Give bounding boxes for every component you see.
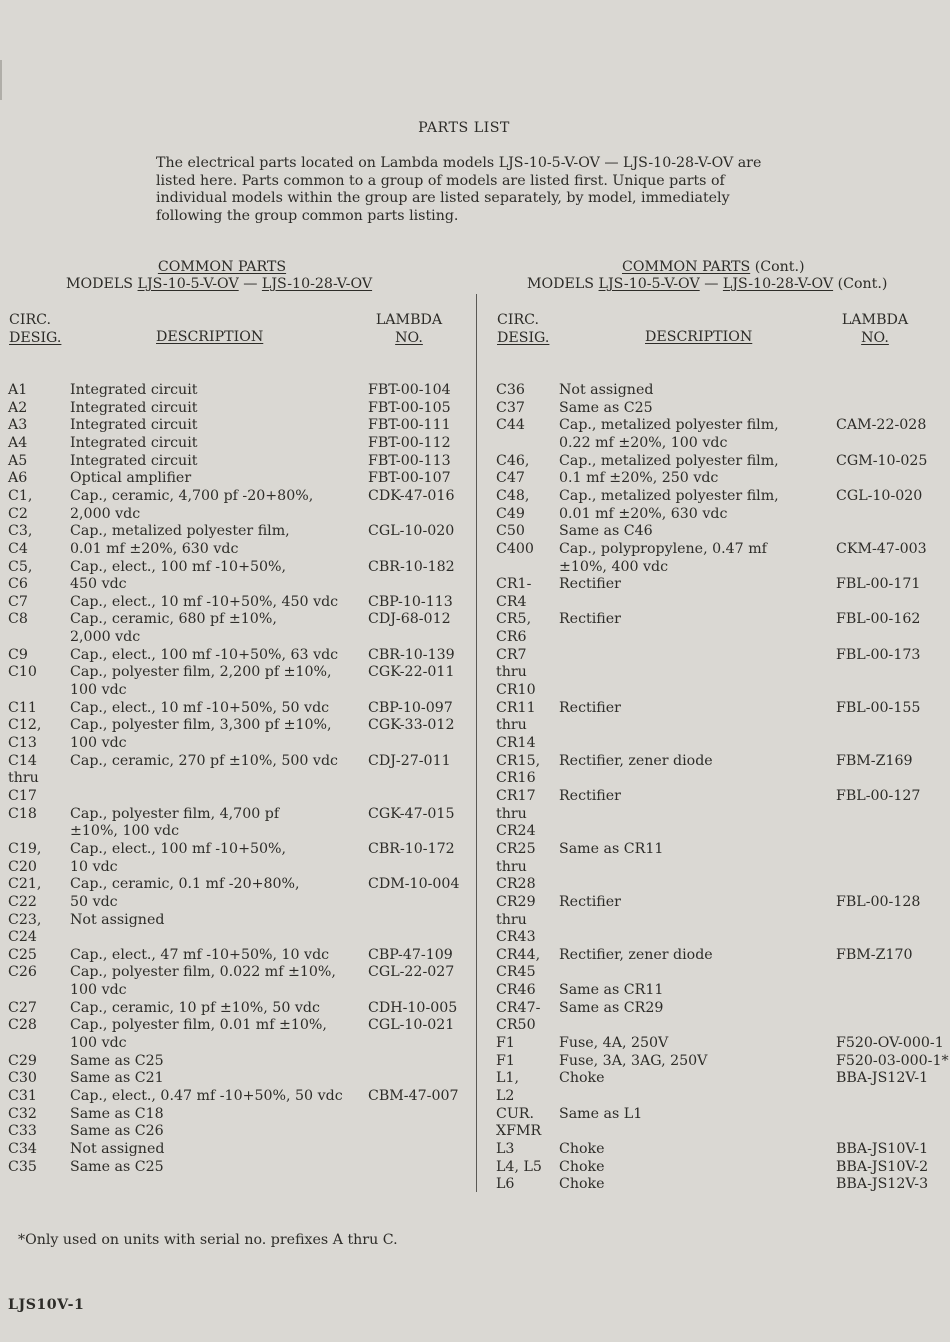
description-cell: Not assigned bbox=[70, 1140, 165, 1157]
right-col-description: DESCRIPTION bbox=[645, 329, 753, 345]
lambda-no-cell: CKM-47-003 bbox=[836, 540, 927, 557]
circ-desig-cell: A5 bbox=[8, 452, 28, 469]
lambda-no-cell: FBL-00-127 bbox=[836, 787, 921, 804]
description-cell: Cap., elect., 0.47 mf -10+50%, 50 vdc bbox=[70, 1088, 343, 1104]
circ-desig-cell: C31 bbox=[8, 1088, 37, 1104]
description-cell: Same as C25 bbox=[70, 1052, 164, 1069]
circ-desig-cell: F1 bbox=[496, 1035, 515, 1052]
lambda-no-cell: CDK-47-016 bbox=[368, 487, 455, 504]
table-row bbox=[0, 823, 950, 841]
description-cell: Choke bbox=[559, 1158, 605, 1175]
description-cell: Cap., elect., 100 mf -10+50%, bbox=[70, 558, 287, 575]
description-cell: Cap., metalized polyester film, bbox=[70, 523, 290, 540]
lambda-no-cell: CBP-10-097 bbox=[368, 699, 453, 716]
circ-desig-cell: C34 bbox=[8, 1140, 37, 1157]
lambda-no-cell: BBA-JS12V-1 bbox=[836, 1070, 929, 1087]
lambda-no-cell: CGL-10-020 bbox=[368, 523, 455, 540]
circ-label: CIRC. bbox=[9, 312, 52, 328]
circ-desig-cell: L1, bbox=[496, 1070, 519, 1087]
description-cell: Cap., elect., 10 mf -10+50%, 450 vdc bbox=[70, 593, 339, 610]
description-cell: Not assigned bbox=[559, 382, 654, 398]
description-cell: 2,000 vdc bbox=[70, 629, 141, 646]
table-row bbox=[0, 912, 950, 930]
circ-desig-cell: thru bbox=[496, 664, 527, 681]
lambda-no-cell: FBM-Z169 bbox=[836, 752, 913, 769]
circ-desig-cell: CR7 bbox=[496, 646, 527, 663]
table-row bbox=[0, 876, 950, 894]
lambda-no-cell: FBT-00-113 bbox=[368, 452, 451, 469]
circ-desig-cell: C36 bbox=[496, 382, 525, 398]
table-row bbox=[0, 841, 950, 859]
table-row bbox=[0, 770, 950, 788]
lambda-no-cell: FBT-00-105 bbox=[368, 399, 451, 416]
table-row bbox=[0, 506, 950, 524]
circ-desig-cell: thru bbox=[496, 858, 527, 875]
table-row bbox=[0, 1088, 950, 1106]
circ-desig-cell: C4 bbox=[8, 540, 28, 557]
lambda-no-cell: CGK-47-015 bbox=[368, 805, 455, 822]
description-cell: Fuse, 3A, 3AG, 250V bbox=[559, 1052, 708, 1069]
circ-desig-cell: L6 bbox=[496, 1176, 515, 1193]
description-cell: Not assigned bbox=[70, 911, 165, 928]
description-cell: Cap., polyester film, 0.022 mf ±10%, bbox=[70, 964, 336, 981]
table-row bbox=[0, 753, 950, 771]
table-row bbox=[0, 382, 950, 400]
right-section-cont: (Cont.) bbox=[750, 259, 805, 275]
circ-desig-cell: C11 bbox=[8, 699, 37, 716]
circ-desig-cell: C26 bbox=[8, 964, 37, 981]
description-cell: Integrated circuit bbox=[70, 434, 198, 451]
description-cell: 0.22 mf ±20%, 100 vdc bbox=[559, 434, 728, 451]
circ-desig-cell: C21, bbox=[8, 876, 42, 893]
circ-desig-cell: A2 bbox=[8, 399, 28, 416]
table-row bbox=[0, 417, 950, 435]
lambda-no-cell: FBM-Z170 bbox=[836, 946, 913, 963]
description-cell: Cap., polyester film, 2,200 pf ±10%, bbox=[70, 664, 332, 681]
table-row bbox=[0, 717, 950, 735]
description-cell: Same as C25 bbox=[70, 1158, 164, 1175]
lambda-no-cell: CDJ-27-011 bbox=[368, 752, 451, 769]
table-row bbox=[0, 1106, 950, 1124]
no-label: NO. bbox=[395, 329, 423, 346]
description-cell: Cap., ceramic, 270 pf ±10%, 500 vdc bbox=[70, 752, 338, 769]
description-cell: Choke bbox=[559, 1070, 605, 1087]
model-dash: — bbox=[238, 276, 262, 292]
description-cell: Cap., metalized polyester film, bbox=[559, 417, 779, 434]
description-cell: Same as C25 bbox=[559, 399, 653, 416]
table-row bbox=[0, 664, 950, 682]
table-row bbox=[0, 947, 950, 965]
circ-desig-cell: C3, bbox=[8, 523, 33, 540]
circ-desig-cell: C22 bbox=[8, 893, 37, 910]
lambda-no-cell: CDJ-68-012 bbox=[368, 611, 451, 628]
table-row bbox=[0, 629, 950, 647]
circ-desig-cell: C400 bbox=[496, 540, 534, 557]
table-row bbox=[0, 559, 950, 577]
description-cell: Cap., metalized polyester film, bbox=[559, 452, 779, 469]
table-row bbox=[0, 453, 950, 471]
circ-desig-cell: C18 bbox=[8, 805, 37, 822]
description-cell: Rectifier bbox=[559, 787, 621, 804]
circ-desig-cell: C2 bbox=[8, 505, 28, 522]
lambda-no-cell: FBL-00-155 bbox=[836, 699, 921, 716]
footnote: *Only used on units with serial no. prefixes A thru C. bbox=[18, 1232, 398, 1248]
description-cell: 100 vdc bbox=[70, 682, 127, 699]
lambda-no-cell: BBA-JS10V-1 bbox=[836, 1140, 929, 1157]
description-cell: 100 vdc bbox=[70, 735, 127, 751]
table-row bbox=[0, 964, 950, 982]
lambda-no-cell: F520-OV-000-1 bbox=[836, 1035, 944, 1052]
circ-desig-cell: thru bbox=[8, 770, 39, 787]
lambda-no-cell: CGL-10-021 bbox=[368, 1017, 455, 1034]
lambda-no-cell: BBA-JS10V-2 bbox=[836, 1158, 929, 1175]
lambda-no-cell: CBM-47-007 bbox=[368, 1088, 459, 1104]
table-row bbox=[0, 1141, 950, 1159]
circ-desig-cell: CR1- bbox=[496, 576, 532, 593]
description-cell: Cap., ceramic, 680 pf ±10%, bbox=[70, 611, 277, 628]
circ-desig-cell: CR24 bbox=[496, 823, 536, 840]
models-cont: (Cont.) bbox=[833, 276, 888, 292]
table-row bbox=[0, 700, 950, 718]
circ-desig-cell: C35 bbox=[8, 1158, 37, 1175]
description-cell: 450 vdc bbox=[70, 576, 127, 593]
lambda-no-cell: BBA-JS12V-3 bbox=[836, 1176, 929, 1193]
model-a: LJS-10-5-V-OV bbox=[137, 276, 239, 292]
description-cell: 2,000 vdc bbox=[70, 505, 141, 522]
left-col-description: DESCRIPTION bbox=[156, 329, 264, 345]
table-row bbox=[0, 859, 950, 877]
table-row bbox=[0, 1176, 950, 1194]
circ-desig-cell: C37 bbox=[496, 399, 525, 416]
circ-desig-cell: C49 bbox=[496, 505, 525, 522]
circ-desig-cell: CR5, bbox=[496, 611, 532, 628]
lambda-no-cell: CBR-10-182 bbox=[368, 558, 455, 575]
circ-desig-cell: C23, bbox=[8, 911, 42, 928]
description-cell: Integrated circuit bbox=[70, 382, 198, 398]
circ-desig-cell: CR25 bbox=[496, 840, 536, 857]
circ-desig-cell: C9 bbox=[8, 646, 28, 663]
table-row bbox=[0, 894, 950, 912]
lambda-no-cell: CBP-47-109 bbox=[368, 946, 453, 963]
description-cell: Cap., elect., 10 mf -10+50%, 50 vdc bbox=[70, 699, 330, 716]
description-cell: Optical amplifier bbox=[70, 470, 192, 487]
table-row bbox=[0, 1070, 950, 1088]
table-row bbox=[0, 1123, 950, 1141]
left-section-title: COMMON PARTS bbox=[157, 259, 287, 275]
circ-desig-cell: C30 bbox=[8, 1070, 37, 1087]
circ-desig-cell: C28 bbox=[8, 1017, 37, 1034]
circ-desig-cell: C10 bbox=[8, 664, 37, 681]
intro-line: individual models within the group are listed separately, by model, immediately bbox=[156, 190, 730, 207]
description-cell: Cap., elect., 100 mf -10+50%, bbox=[70, 840, 287, 857]
desig-label: DESIG. bbox=[497, 329, 550, 346]
description-cell: Rectifier, zener diode bbox=[559, 752, 713, 769]
description-cell: Same as CR11 bbox=[559, 840, 664, 857]
right-section-title: COMMON PARTS bbox=[622, 259, 751, 275]
table-row bbox=[0, 1017, 950, 1035]
circ-desig-cell: A3 bbox=[8, 417, 28, 434]
circ-desig-cell: C17 bbox=[8, 787, 37, 804]
circ-desig-cell: C14 bbox=[8, 752, 37, 769]
lambda-no-cell: FBT-00-111 bbox=[368, 417, 451, 434]
circ-label: CIRC. bbox=[497, 312, 540, 328]
description-cell: Same as C21 bbox=[70, 1070, 164, 1087]
lambda-no-cell: FBL-00-128 bbox=[836, 893, 921, 910]
circ-desig-cell: C27 bbox=[8, 999, 37, 1016]
lambda-no-cell: FBT-00-104 bbox=[368, 382, 451, 398]
lambda-no-cell: CGM-10-025 bbox=[836, 452, 928, 469]
description-cell: Cap., polyester film, 3,300 pf ±10%, bbox=[70, 717, 332, 734]
table-row bbox=[0, 523, 950, 541]
description-cell: Fuse, 4A, 250V bbox=[559, 1035, 669, 1052]
table-row bbox=[0, 576, 950, 594]
circ-desig-cell: L4, L5 bbox=[496, 1158, 542, 1175]
table-row bbox=[0, 470, 950, 488]
circ-desig-cell: C12, bbox=[8, 717, 42, 734]
lambda-no-cell: FBT-00-107 bbox=[368, 470, 451, 487]
circ-desig-cell: CR15, bbox=[496, 752, 541, 769]
circ-desig-cell: thru bbox=[496, 717, 527, 734]
description-cell: Cap., polyester film, 4,700 pf bbox=[70, 805, 280, 822]
lambda-no-cell: F520-03-000-1* bbox=[836, 1052, 949, 1069]
circ-desig-cell: A1 bbox=[8, 382, 28, 398]
circ-desig-cell: CR50 bbox=[496, 1017, 536, 1034]
lambda-label: LAMBDA bbox=[375, 312, 443, 328]
circ-desig-cell: CR4 bbox=[496, 593, 527, 610]
description-cell: Cap., ceramic, 0.1 mf -20+80%, bbox=[70, 876, 300, 893]
description-cell: Cap., polypropylene, 0.47 mf bbox=[559, 540, 767, 557]
description-cell: Cap., elect., 100 mf -10+50%, 63 vdc bbox=[70, 646, 339, 663]
circ-desig-cell: CR17 bbox=[496, 787, 536, 804]
table-row bbox=[0, 1159, 950, 1177]
description-cell: ±10%, 100 vdc bbox=[70, 823, 180, 840]
lambda-no-cell: CGK-33-012 bbox=[368, 717, 455, 734]
description-cell: Rectifier bbox=[559, 699, 621, 716]
models-prefix: MODELS bbox=[527, 276, 599, 292]
circ-desig-cell: C46, bbox=[496, 452, 530, 469]
circ-desig-cell: C44 bbox=[496, 417, 525, 434]
circ-desig-cell: C1, bbox=[8, 487, 33, 504]
page-code: LJS10V-1 bbox=[8, 1297, 85, 1313]
description-cell: 100 vdc bbox=[70, 1035, 127, 1052]
desig-label: DESIG. bbox=[9, 329, 62, 346]
circ-desig-cell: C24 bbox=[8, 929, 37, 946]
description-cell: 100 vdc bbox=[70, 982, 127, 999]
lambda-no-cell: CBR-10-172 bbox=[368, 840, 455, 857]
circ-desig-cell: CR11 bbox=[496, 699, 536, 716]
circ-desig-cell: CR43 bbox=[496, 929, 536, 946]
table-row bbox=[0, 929, 950, 947]
description-cell: Cap., polyester film, 0.01 mf ±10%, bbox=[70, 1017, 327, 1034]
circ-desig-cell: C13 bbox=[8, 735, 37, 751]
model-b: LJS-10-28-V-OV bbox=[722, 276, 834, 292]
circ-desig-cell: thru bbox=[496, 911, 527, 928]
lambda-no-cell: CDM-10-004 bbox=[368, 876, 460, 893]
lambda-label: LAMBDA bbox=[841, 312, 909, 328]
circ-desig-cell: thru bbox=[496, 805, 527, 822]
no-label: NO. bbox=[861, 329, 889, 346]
description-cell: ±10%, 400 vdc bbox=[559, 558, 669, 575]
circ-desig-cell: CR44, bbox=[496, 946, 541, 963]
circ-desig-cell: CUR. bbox=[496, 1105, 535, 1122]
description-cell: Integrated circuit bbox=[70, 452, 198, 469]
circ-desig-cell: CR16 bbox=[496, 770, 536, 787]
circ-desig-cell: C50 bbox=[496, 523, 525, 540]
circ-desig-cell: A4 bbox=[8, 434, 28, 451]
circ-desig-cell: C20 bbox=[8, 858, 37, 875]
lambda-no-cell: CGK-22-011 bbox=[368, 664, 455, 681]
circ-desig-cell: XFMR bbox=[496, 1123, 542, 1140]
table-row bbox=[0, 682, 950, 700]
description-cell: 0.01 mf ±20%, 630 vdc bbox=[70, 540, 239, 557]
intro-line: The electrical parts located on Lambda models LJS-10-5-V-OV — LJS-10-28-V-OV are bbox=[156, 155, 762, 171]
table-row bbox=[0, 594, 950, 612]
description-cell: Choke bbox=[559, 1140, 605, 1157]
lambda-no-cell: CBP-10-113 bbox=[368, 593, 453, 610]
page-title: PARTS LIST bbox=[418, 120, 510, 136]
table-row bbox=[0, 788, 950, 806]
circ-desig-cell: C7 bbox=[8, 593, 28, 610]
circ-desig-cell: C5, bbox=[8, 558, 33, 575]
circ-desig-cell: CR14 bbox=[496, 735, 536, 751]
circ-desig-cell: L2 bbox=[496, 1088, 515, 1104]
description-cell: Cap., metalized polyester film, bbox=[559, 487, 779, 504]
circ-desig-cell: C47 bbox=[496, 470, 525, 487]
circ-desig-cell: C29 bbox=[8, 1052, 37, 1069]
model-a: LJS-10-5-V-OV bbox=[598, 276, 700, 292]
description-cell: Rectifier bbox=[559, 893, 621, 910]
lambda-no-cell: FBT-00-112 bbox=[368, 434, 451, 451]
circ-desig-cell: L3 bbox=[496, 1140, 515, 1157]
table-row bbox=[0, 806, 950, 824]
description-cell: 0.01 mf ±20%, 630 vdc bbox=[559, 505, 728, 522]
table-row bbox=[0, 1000, 950, 1018]
table-row bbox=[0, 982, 950, 1000]
circ-desig-cell: C33 bbox=[8, 1123, 37, 1140]
description-cell: Same as C46 bbox=[559, 523, 653, 540]
circ-desig-cell: CR6 bbox=[496, 629, 527, 646]
circ-desig-cell: C48, bbox=[496, 487, 530, 504]
circ-desig-cell: F1 bbox=[496, 1052, 515, 1069]
circ-desig-cell: C6 bbox=[8, 576, 28, 593]
description-cell: Cap., ceramic, 10 pf ±10%, 50 vdc bbox=[70, 999, 320, 1016]
description-cell: 50 vdc bbox=[70, 893, 118, 910]
description-cell: Cap., ceramic, 4,700 pf -20+80%, bbox=[70, 487, 314, 504]
circ-desig-cell: C8 bbox=[8, 611, 28, 628]
lambda-no-cell: CGL-10-020 bbox=[836, 487, 923, 504]
table-row bbox=[0, 1053, 950, 1071]
models-prefix: MODELS bbox=[66, 276, 138, 292]
lambda-no-cell: CAM-22-028 bbox=[836, 417, 927, 434]
description-cell: Same as C26 bbox=[70, 1123, 164, 1140]
model-b: LJS-10-28-V-OV bbox=[261, 276, 373, 292]
lambda-no-cell: FBL-00-171 bbox=[836, 576, 921, 593]
table-row bbox=[0, 435, 950, 453]
circ-desig-cell: C32 bbox=[8, 1105, 37, 1122]
intro-line: following the group common parts listing. bbox=[156, 207, 459, 224]
lambda-no-cell: CDH-10-005 bbox=[368, 999, 458, 1016]
table-row bbox=[0, 735, 950, 753]
description-cell: Same as CR29 bbox=[559, 999, 664, 1016]
circ-desig-cell: CR46 bbox=[496, 982, 536, 999]
description-cell: 10 vdc bbox=[70, 858, 118, 875]
table-row bbox=[0, 611, 950, 629]
model-dash: — bbox=[699, 276, 723, 292]
table-row bbox=[0, 488, 950, 506]
lambda-no-cell: FBL-00-173 bbox=[836, 646, 921, 663]
description-cell: Rectifier, zener diode bbox=[559, 946, 713, 963]
description-cell: Rectifier bbox=[559, 576, 621, 593]
table-row bbox=[0, 647, 950, 665]
lambda-no-cell: CBR-10-139 bbox=[368, 646, 455, 663]
description-cell: Integrated circuit bbox=[70, 417, 198, 434]
circ-desig-cell: CR47- bbox=[496, 999, 541, 1016]
circ-desig-cell: CR10 bbox=[496, 682, 536, 699]
description-cell: Same as C18 bbox=[70, 1105, 164, 1122]
description-cell: 0.1 mf ±20%, 250 vdc bbox=[559, 470, 719, 487]
circ-desig-cell: CR28 bbox=[496, 876, 536, 893]
circ-desig-cell: C19, bbox=[8, 840, 42, 857]
table-row bbox=[0, 541, 950, 559]
description-cell: Rectifier bbox=[559, 611, 621, 628]
description-cell: Cap., elect., 47 mf -10+50%, 10 vdc bbox=[70, 946, 330, 963]
circ-desig-cell: CR45 bbox=[496, 964, 536, 981]
lambda-no-cell: FBL-00-162 bbox=[836, 611, 921, 628]
table-row bbox=[0, 1035, 950, 1053]
circ-desig-cell: C25 bbox=[8, 946, 37, 963]
table-row bbox=[0, 400, 950, 418]
lambda-no-cell: CGL-22-027 bbox=[368, 964, 455, 981]
description-cell: Same as CR11 bbox=[559, 982, 664, 999]
description-cell: Choke bbox=[559, 1176, 605, 1193]
intro-line: listed here. Parts common to a group of models are listed first. Unique parts of bbox=[156, 172, 725, 189]
description-cell: Integrated circuit bbox=[70, 399, 198, 416]
circ-desig-cell: A6 bbox=[8, 470, 28, 487]
description-cell: Same as L1 bbox=[559, 1105, 643, 1122]
circ-desig-cell: CR29 bbox=[496, 893, 536, 910]
